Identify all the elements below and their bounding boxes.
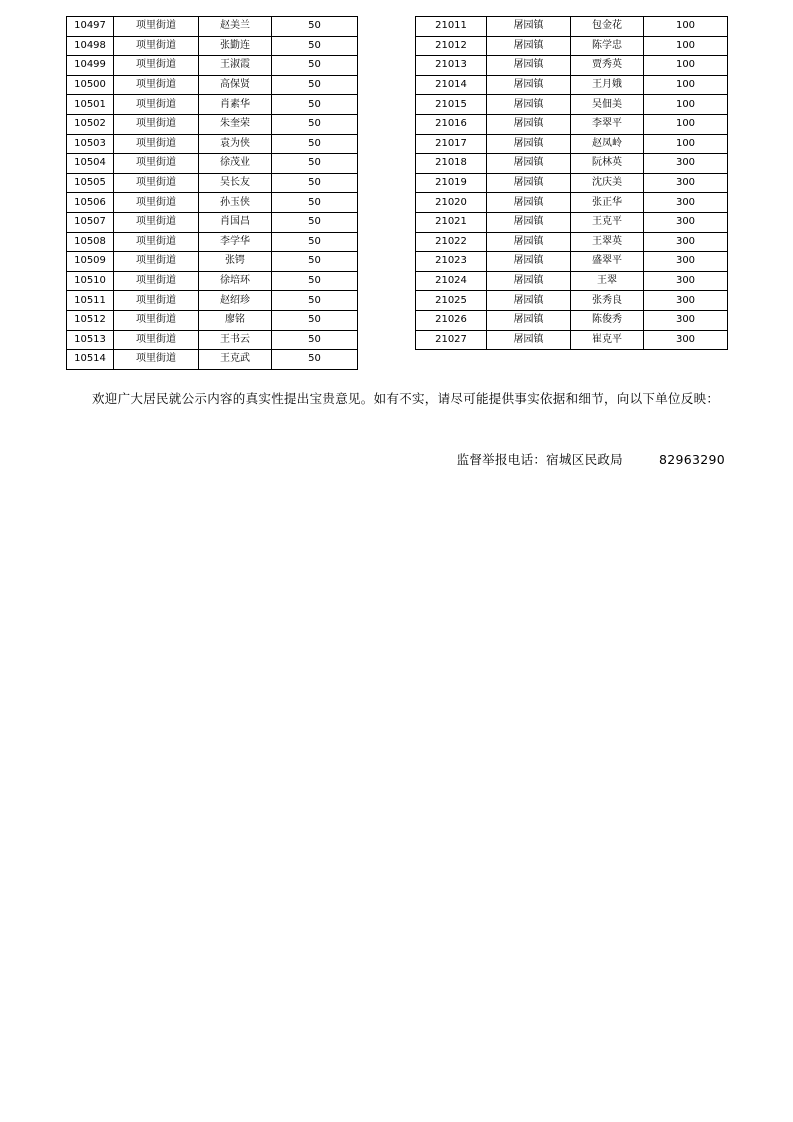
table-row — [67, 310, 358, 330]
table-row — [416, 193, 728, 213]
serial-number-cell: 10497 — [67, 17, 114, 37]
district-cell: 屠园镇 — [487, 95, 571, 115]
amount-cell: 50 — [272, 114, 358, 134]
amount-cell: 100 — [644, 95, 728, 115]
left-recipient-table — [66, 16, 358, 370]
serial-number-cell: 10509 — [67, 252, 114, 272]
district-cell: 项里街道 — [114, 212, 199, 232]
name-cell: 廖铭 — [199, 310, 272, 330]
hotline-number: 82963290 — [658, 452, 725, 467]
serial-number-cell: 21027 — [416, 330, 487, 350]
amount-cell: 100 — [644, 36, 728, 56]
district-cell: 项里街道 — [114, 330, 199, 350]
district-cell: 项里街道 — [114, 193, 199, 213]
name-cell: 肖国昌 — [199, 212, 272, 232]
serial-number-cell: 10504 — [67, 154, 114, 174]
table-row — [67, 252, 358, 272]
serial-number-cell: 10503 — [67, 134, 114, 154]
amount-cell: 50 — [272, 154, 358, 174]
amount-cell: 300 — [644, 173, 728, 193]
district-cell: 项里街道 — [114, 310, 199, 330]
amount-cell: 300 — [644, 193, 728, 213]
district-cell: 屠园镇 — [487, 154, 571, 174]
district-cell: 项里街道 — [114, 114, 199, 134]
table-row — [67, 330, 358, 350]
serial-number-cell: 10500 — [67, 75, 114, 95]
table-row — [67, 212, 358, 232]
serial-number-cell: 21023 — [416, 252, 487, 272]
table-row — [416, 154, 728, 174]
district-cell: 项里街道 — [114, 252, 199, 272]
serial-number-cell: 10506 — [67, 193, 114, 213]
amount-cell: 100 — [644, 134, 728, 154]
table-row — [67, 291, 358, 311]
table-row — [416, 17, 728, 37]
serial-number-cell: 21013 — [416, 56, 487, 76]
table-row — [416, 271, 728, 291]
amount-cell: 300 — [644, 154, 728, 174]
table-row — [416, 134, 728, 154]
table-row — [67, 173, 358, 193]
name-cell: 王书云 — [199, 330, 272, 350]
table-row — [67, 193, 358, 213]
serial-number-cell: 10510 — [67, 271, 114, 291]
amount-cell: 50 — [272, 232, 358, 252]
notice-text: 欢迎广大居民就公示内容的真实性提出宝贵意见。如有不实，请尽可能提供事实依据和细节，向以下单位反映： — [92, 391, 720, 406]
amount-cell: 300 — [644, 252, 728, 272]
serial-number-cell: 21011 — [416, 17, 487, 37]
serial-number-cell: 10498 — [67, 36, 114, 56]
name-cell: 徐茂业 — [199, 154, 272, 174]
serial-number-cell: 21020 — [416, 193, 487, 213]
hotline-label: 监督举报电话：宿城区民政局 — [456, 452, 623, 467]
district-cell: 屠园镇 — [487, 56, 571, 76]
name-cell: 王克平 — [571, 212, 644, 232]
district-cell: 项里街道 — [114, 291, 199, 311]
serial-number-cell: 10501 — [67, 95, 114, 115]
name-cell: 肖素华 — [199, 95, 272, 115]
name-cell: 陈学忠 — [571, 36, 644, 56]
name-cell: 李学华 — [199, 232, 272, 252]
amount-cell: 50 — [272, 310, 358, 330]
table-row — [416, 173, 728, 193]
district-cell: 屠园镇 — [487, 134, 571, 154]
name-cell: 盛翠平 — [571, 252, 644, 272]
district-cell: 屠园镇 — [487, 36, 571, 56]
amount-cell: 50 — [272, 330, 358, 350]
name-cell: 王克武 — [199, 350, 272, 370]
district-cell: 屠园镇 — [487, 75, 571, 95]
name-cell: 王翠英 — [571, 232, 644, 252]
serial-number-cell: 21018 — [416, 154, 487, 174]
table-row — [67, 154, 358, 174]
serial-number-cell: 21022 — [416, 232, 487, 252]
district-cell: 屠园镇 — [487, 291, 571, 311]
district-cell: 项里街道 — [114, 173, 199, 193]
amount-cell: 50 — [272, 350, 358, 370]
name-cell: 孙玉侠 — [199, 193, 272, 213]
name-cell: 沈庆美 — [571, 173, 644, 193]
serial-number-cell: 21026 — [416, 310, 487, 330]
serial-number-cell: 10514 — [67, 350, 114, 370]
name-cell: 张秀良 — [571, 291, 644, 311]
district-cell: 屠园镇 — [487, 330, 571, 350]
name-cell: 王翠 — [571, 271, 644, 291]
amount-cell: 50 — [272, 36, 358, 56]
serial-number-cell: 21021 — [416, 212, 487, 232]
table-row — [67, 134, 358, 154]
table-row — [416, 114, 728, 134]
serial-number-cell: 21017 — [416, 134, 487, 154]
feedback-notice — [66, 388, 726, 410]
amount-cell: 50 — [272, 95, 358, 115]
left-table-body — [67, 17, 358, 370]
table-row — [67, 17, 358, 37]
table-row — [416, 232, 728, 252]
table-row — [416, 310, 728, 330]
amount-cell: 50 — [272, 75, 358, 95]
district-cell: 屠园镇 — [487, 212, 571, 232]
name-cell: 徐培环 — [199, 271, 272, 291]
name-cell: 陈俊秀 — [571, 310, 644, 330]
table-row — [416, 56, 728, 76]
serial-number-cell: 21012 — [416, 36, 487, 56]
table-row — [67, 56, 358, 76]
name-cell: 王月娥 — [571, 75, 644, 95]
name-cell: 高保贤 — [199, 75, 272, 95]
amount-cell: 100 — [644, 17, 728, 37]
table-row — [67, 95, 358, 115]
amount-cell: 300 — [644, 271, 728, 291]
serial-number-cell: 10502 — [67, 114, 114, 134]
name-cell: 赵绍珍 — [199, 291, 272, 311]
amount-cell: 300 — [644, 310, 728, 330]
amount-cell: 50 — [272, 173, 358, 193]
district-cell: 项里街道 — [114, 75, 199, 95]
right-recipient-table — [415, 16, 728, 350]
serial-number-cell: 21015 — [416, 95, 487, 115]
serial-number-cell: 10505 — [67, 173, 114, 193]
right-table-body — [416, 17, 728, 350]
serial-number-cell: 21024 — [416, 271, 487, 291]
district-cell: 项里街道 — [114, 95, 199, 115]
table-row — [67, 350, 358, 370]
table-row — [67, 232, 358, 252]
serial-number-cell: 10499 — [67, 56, 114, 76]
district-cell: 项里街道 — [114, 17, 199, 37]
name-cell: 阮林英 — [571, 154, 644, 174]
amount-cell: 300 — [644, 291, 728, 311]
table-row — [416, 36, 728, 56]
amount-cell: 100 — [644, 114, 728, 134]
name-cell: 朱奎荣 — [199, 114, 272, 134]
amount-cell: 50 — [272, 56, 358, 76]
serial-number-cell: 10511 — [67, 291, 114, 311]
amount-cell: 50 — [272, 291, 358, 311]
serial-number-cell: 10507 — [67, 212, 114, 232]
name-cell: 赵美兰 — [199, 17, 272, 37]
name-cell: 袁为侠 — [199, 134, 272, 154]
table-row — [67, 114, 358, 134]
amount-cell: 50 — [272, 271, 358, 291]
district-cell: 屠园镇 — [487, 193, 571, 213]
serial-number-cell: 10513 — [67, 330, 114, 350]
district-cell: 屠园镇 — [487, 232, 571, 252]
table-row — [416, 212, 728, 232]
serial-number-cell: 21019 — [416, 173, 487, 193]
name-cell: 张勤连 — [199, 36, 272, 56]
name-cell: 赵凤岭 — [571, 134, 644, 154]
district-cell: 屠园镇 — [487, 173, 571, 193]
table-row — [67, 75, 358, 95]
amount-cell: 300 — [644, 232, 728, 252]
district-cell: 项里街道 — [114, 56, 199, 76]
amount-cell: 300 — [644, 212, 728, 232]
name-cell: 王淑霞 — [199, 56, 272, 76]
district-cell: 屠园镇 — [487, 17, 571, 37]
table-row — [416, 291, 728, 311]
district-cell: 项里街道 — [114, 134, 199, 154]
district-cell: 屠园镇 — [487, 252, 571, 272]
supervision-hotline — [457, 450, 725, 468]
serial-number-cell: 21016 — [416, 114, 487, 134]
serial-number-cell: 10512 — [67, 310, 114, 330]
district-cell: 项里街道 — [114, 36, 199, 56]
name-cell: 崔克平 — [571, 330, 644, 350]
table-row — [416, 252, 728, 272]
name-cell: 贾秀英 — [571, 56, 644, 76]
district-cell: 屠园镇 — [487, 114, 571, 134]
amount-cell: 50 — [272, 252, 358, 272]
amount-cell: 50 — [272, 212, 358, 232]
amount-cell: 100 — [644, 75, 728, 95]
district-cell: 项里街道 — [114, 232, 199, 252]
table-row — [67, 271, 358, 291]
serial-number-cell: 21025 — [416, 291, 487, 311]
amount-cell: 50 — [272, 17, 358, 37]
table-row — [67, 36, 358, 56]
district-cell: 屠园镇 — [487, 271, 571, 291]
district-cell: 项里街道 — [114, 271, 199, 291]
table-row — [416, 95, 728, 115]
amount-cell: 300 — [644, 330, 728, 350]
district-cell: 项里街道 — [114, 350, 199, 370]
name-cell: 吴长友 — [199, 173, 272, 193]
amount-cell: 100 — [644, 56, 728, 76]
table-row — [416, 75, 728, 95]
district-cell: 项里街道 — [114, 154, 199, 174]
amount-cell: 50 — [272, 134, 358, 154]
name-cell: 李翠平 — [571, 114, 644, 134]
serial-number-cell: 21014 — [416, 75, 487, 95]
amount-cell: 50 — [272, 193, 358, 213]
name-cell: 张锷 — [199, 252, 272, 272]
name-cell: 包金花 — [571, 17, 644, 37]
table-row — [416, 330, 728, 350]
name-cell: 吴佃美 — [571, 95, 644, 115]
district-cell: 屠园镇 — [487, 310, 571, 330]
serial-number-cell: 10508 — [67, 232, 114, 252]
name-cell: 张正华 — [571, 193, 644, 213]
